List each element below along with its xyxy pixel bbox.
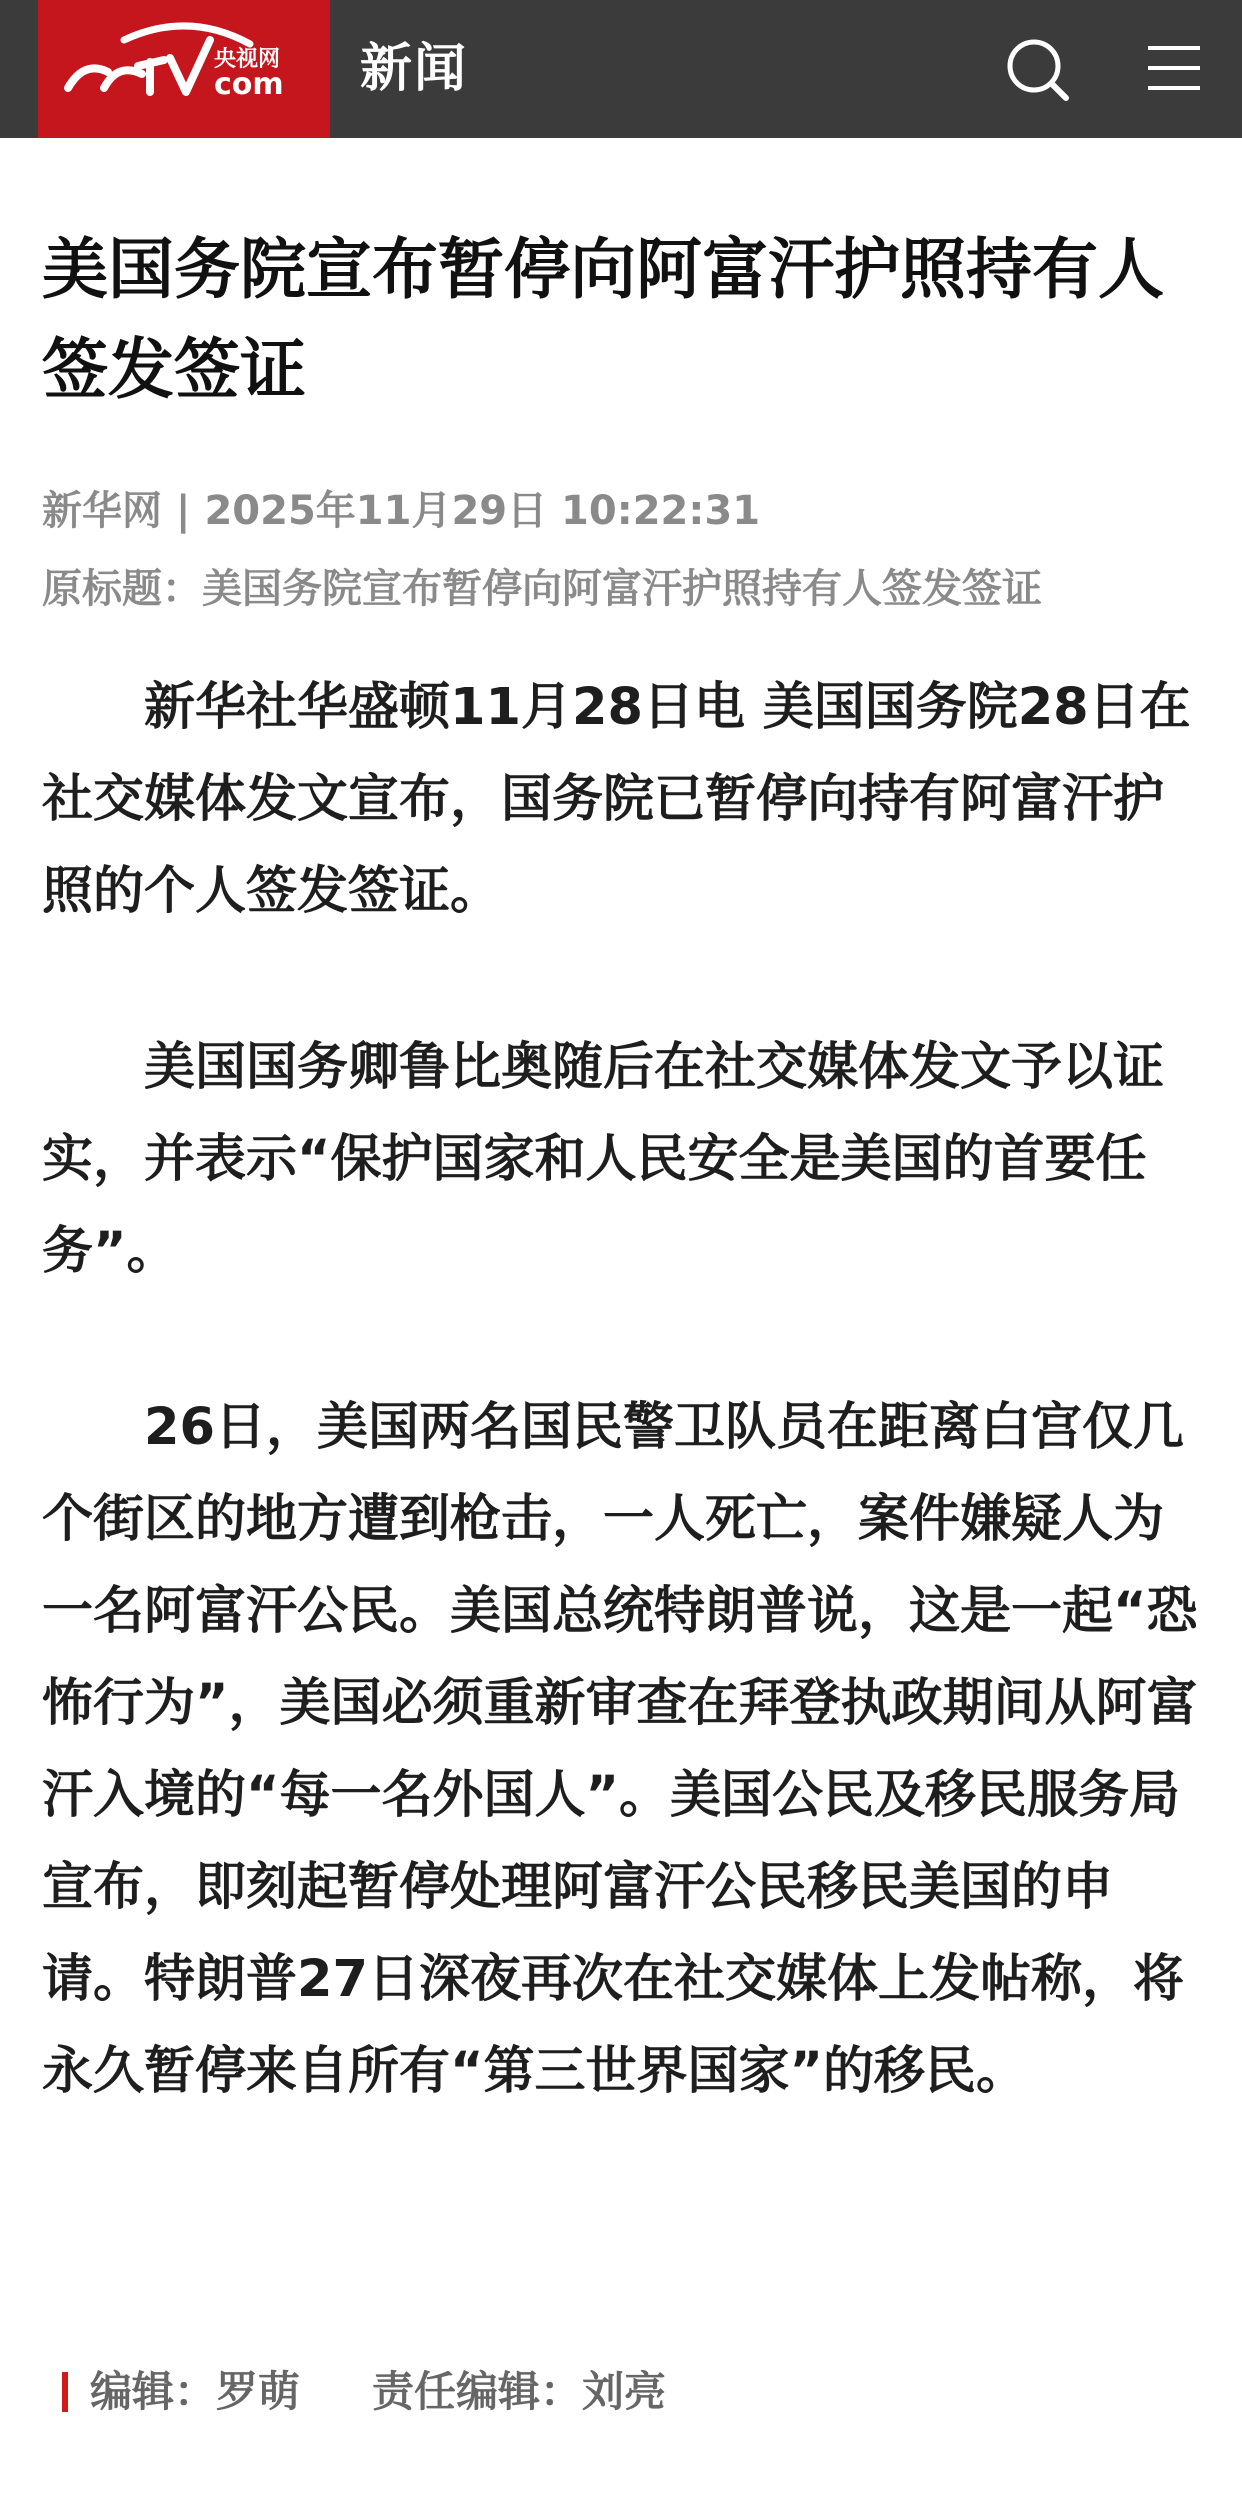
editor-credits bbox=[60, 2362, 666, 2422]
section-title[interactable]: 新闻 bbox=[360, 39, 469, 99]
article-body bbox=[42, 220, 1202, 2118]
editor-name: 编辑：罗萌 bbox=[90, 2367, 301, 2416]
article-title: 美国务院宣布暂停向阿富汗护照持有人签发签证 bbox=[42, 231, 1164, 408]
menu-icon bbox=[1140, 34, 1210, 104]
article-original-title: 原标题：美国务院宣布暂停向阿富汗护照持有人签发签证 bbox=[42, 566, 1042, 612]
article-source-date: 新华网 | 2025年11月29日 10:22:31 bbox=[42, 488, 761, 534]
chief-editor-name: 责任编辑：刘亮 bbox=[372, 2367, 667, 2416]
cctv-logo[interactable] bbox=[38, 0, 330, 138]
logo-com-text: com bbox=[214, 67, 284, 102]
article-paragraph-2: 美国国务卿鲁比奥随后在社交媒体发文予以证实，并表示“保护国家和人民安全是美国的首要任务”。 bbox=[42, 1038, 1165, 1281]
menu-button[interactable] bbox=[1140, 34, 1210, 104]
search-icon bbox=[1002, 34, 1072, 104]
logo-subtext: 央视网 bbox=[214, 47, 281, 72]
search-button[interactable] bbox=[1002, 34, 1072, 104]
cctv-logo-mark bbox=[38, 0, 330, 138]
article-paragraph-3: 26日，美国两名国民警卫队员在距离白宫仅几个街区的地方遭到枪击，一人死亡，案件嫌疑人为一名阿富汗公民。美国总统特朗普说，这是一起“恐怖行为”，美国必须重新审查在拜登执政期间从阿富汗入境的“每一名外国人”。美国公民及移民服务局宣布，即刻起暂停处理阿富汗公民移民美国的申请。特朗普27日深夜再次在社交媒体上发帖称，将永久暂停来自所有“第三世界国家”的移民。 bbox=[42, 1398, 1198, 2101]
top-navigation-bar bbox=[0, 0, 1242, 138]
article-paragraph-1: 新华社华盛顿11月28日电 美国国务院28日在社交媒体发文宣布，国务院已暂停向持有阿富汗护照的个人签发签证。 bbox=[42, 678, 1191, 921]
